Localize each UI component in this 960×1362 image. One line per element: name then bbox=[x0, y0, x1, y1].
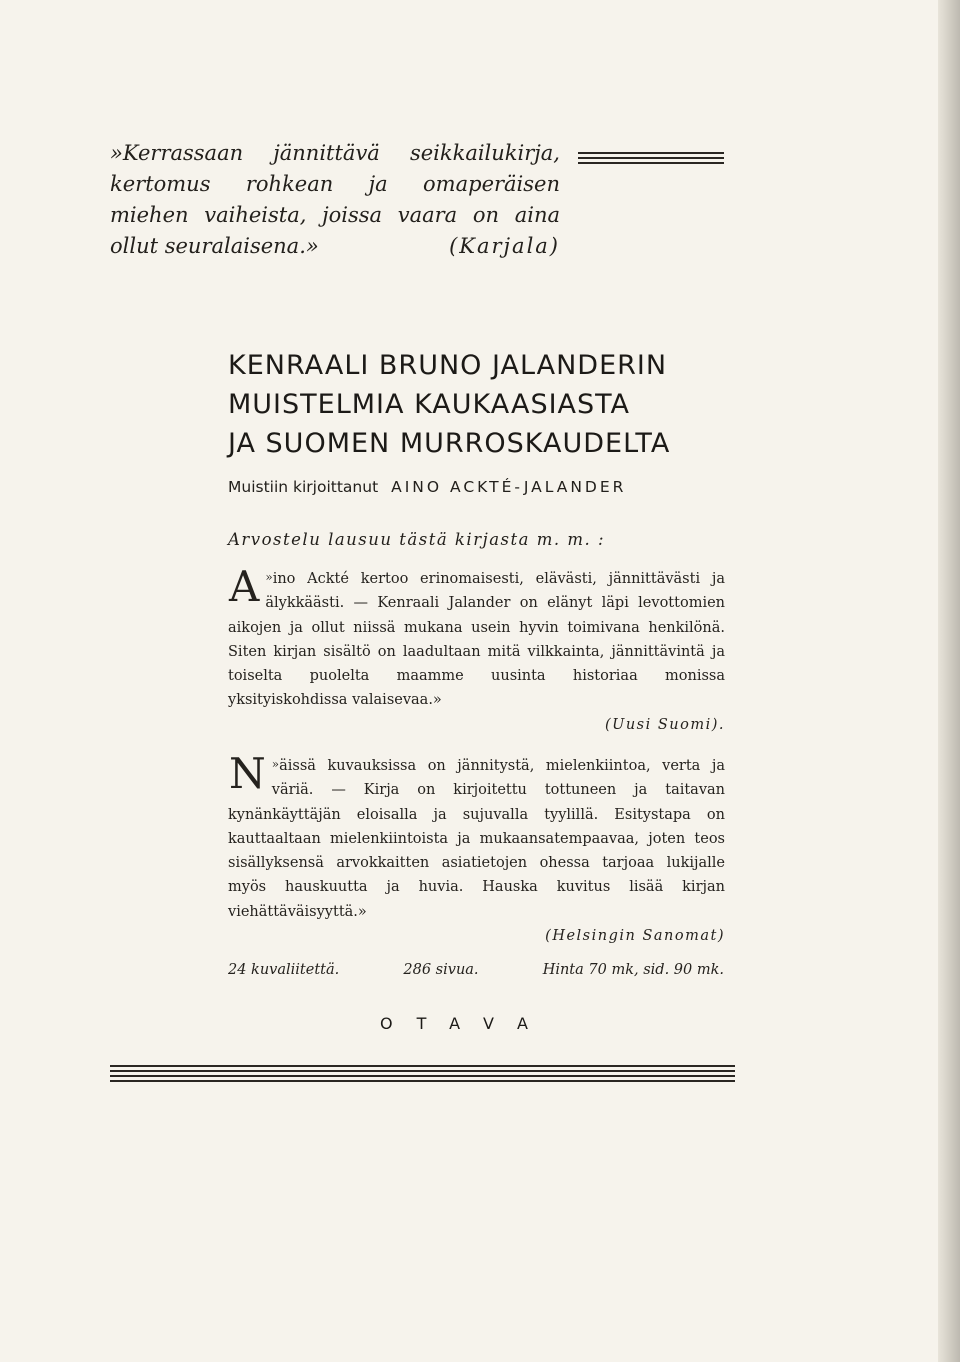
review-helsingin-sanomat bbox=[228, 749, 725, 948]
top-quote bbox=[110, 138, 560, 262]
top-decorative-rule bbox=[578, 152, 724, 167]
author-name: AINO ACKTÉ-JALANDER bbox=[391, 478, 627, 496]
book-title-line: KENRAALI BRUNO JALANDERIN bbox=[228, 350, 668, 381]
author-prefix: Muistiin kirjoittanut bbox=[228, 478, 379, 496]
review-uusi-suomi bbox=[228, 562, 725, 737]
top-quote-line: kertomus rohkean ja omaperäisen bbox=[110, 172, 560, 196]
illustrations-count: 24 kuvaliitettä. bbox=[228, 962, 340, 978]
reviews-heading: Arvostelu lausuu tästä kirjasta m. m. : bbox=[228, 530, 606, 549]
top-quote-line: ollut seuralaisena.» bbox=[110, 234, 319, 258]
review-initial: N bbox=[229, 749, 266, 798]
top-quote-last-line bbox=[110, 231, 560, 262]
review-body: äissä kuvauksissa on jännitystä, mielenkiintoa, verta ja väriä. — Kirja on kirjoitettu tottuneen ja taitavan kynänkäyttäjän eloisalla ja sujuvalla tyylillä. Esitystapa on kauttaaltaan mielenkiintoista ja mukaansatempaavaa, joten teos sisällyksensä arvokkaitten asiatietojen ohessa tarjoaa lukijalle myös hauskuutta ja huvia. Hauska kuvitus lisää kirjan viehättäväisyyttä.» bbox=[228, 758, 725, 920]
top-quote-line: »Kerrassaan jännittävä seikkailukirja, bbox=[110, 141, 560, 165]
top-quote-source: (Karjala) bbox=[449, 234, 560, 258]
page-count: 286 sivua. bbox=[403, 962, 479, 978]
book-title-line: MUISTELMIA KAUKAASIASTA bbox=[228, 389, 631, 420]
price-line bbox=[228, 962, 724, 978]
review-initial: A bbox=[229, 562, 260, 611]
book-title-line: JA SUOMEN MURROSKAUDELTA bbox=[228, 428, 671, 459]
review-source: (Uusi Suomi). bbox=[604, 716, 725, 733]
page-edge bbox=[938, 0, 960, 1362]
top-quote-line: miehen vaiheista, joissa vaara on aina bbox=[110, 203, 560, 227]
review-source: (Helsingin Sanomat) bbox=[545, 928, 725, 945]
review-body: ino Ackté kertoo erinomaisesti, elävästi, jännittävästi ja älykkäästi. — Kenraali Jalander on elänyt läpi levottomien aikojen ja ollut niissä mukana usein hyvin toimivana henkilönä. Siten kirjan sisältö on laadultaan mitä vilkkainta, jännittävintä ja toiselta puolelta maamme uusinta historiaa monissa yksityiskohdissa valaisevaa.» bbox=[228, 571, 725, 709]
author-line bbox=[228, 478, 728, 496]
review-open-quote: » bbox=[265, 570, 273, 584]
bottom-decorative-rule bbox=[110, 1065, 735, 1085]
publisher-name: OTAVA bbox=[380, 1014, 552, 1033]
review-open-quote: » bbox=[271, 757, 280, 771]
price: Hinta 70 mk, sid. 90 mk. bbox=[542, 962, 724, 978]
book-title bbox=[228, 346, 728, 463]
